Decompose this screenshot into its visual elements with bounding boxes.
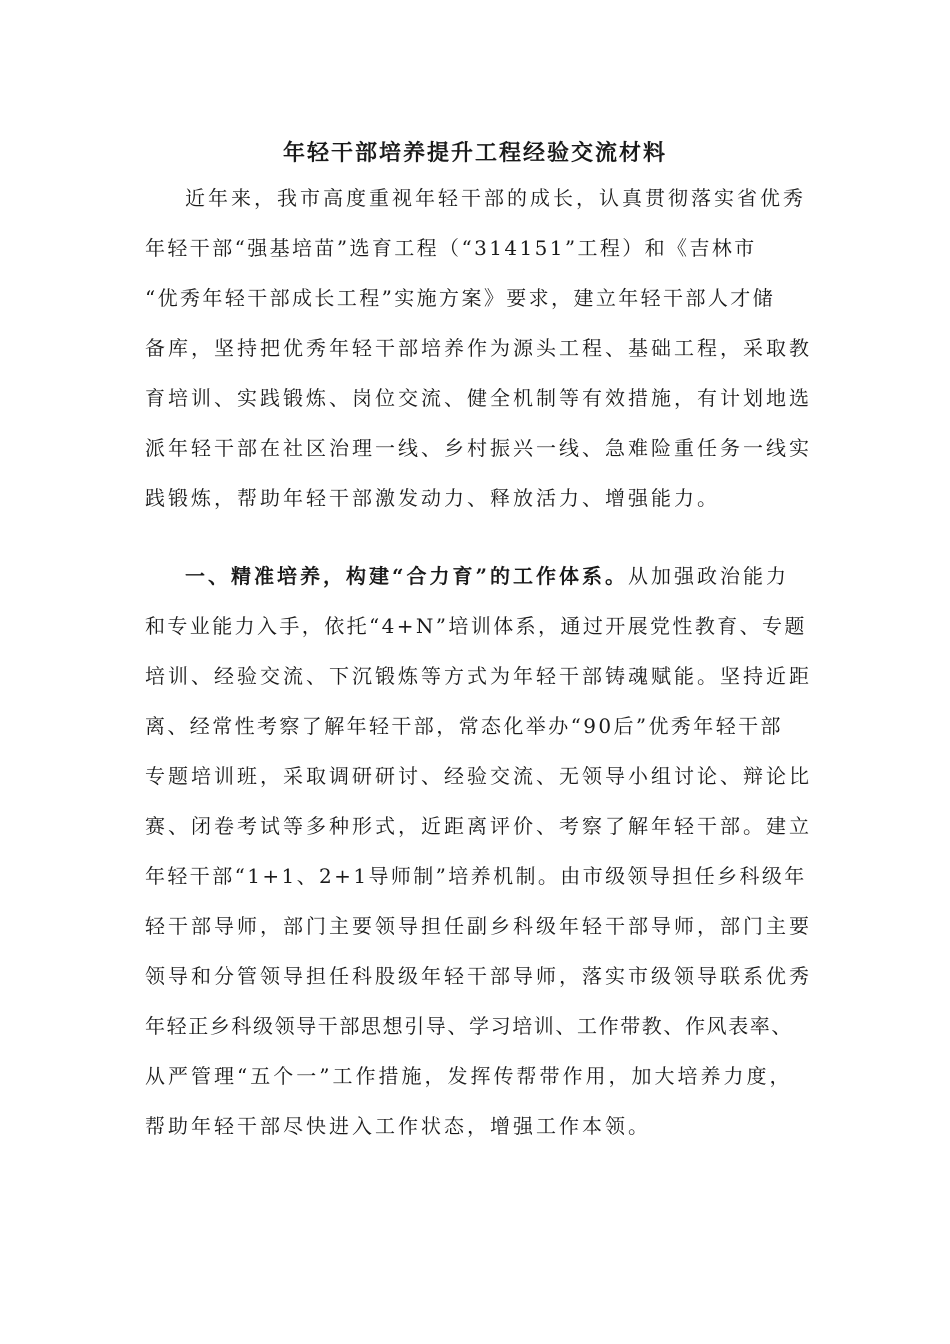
paragraph-line: 年轻干部“强基培苗”选育工程（“314151”工程）和《吉林市 (145, 236, 757, 260)
paragraph-line: 赛、闭卷考试等多种形式，近距离评价、考察了解年轻干部。建立 (145, 814, 812, 838)
paragraph-line: 轻干部导师，部门主要领导担任副乡科级年轻干部导师，部门主要 (145, 914, 812, 938)
paragraph-intro (145, 173, 830, 523)
paragraph-line: 培训、经验交流、下沉锻炼等方式为年轻干部铸魂赋能。坚持近距 (145, 664, 812, 688)
section-heading: 一、精准培养，构建“合力育”的工作体系。 (185, 564, 629, 588)
paragraph-line: 践锻炼，帮助年轻干部激发动力、释放活力、增强能力。 (145, 486, 720, 510)
document-title: 年轻干部培养提升工程经验交流材料 (282, 140, 667, 166)
paragraph-line: 从严管理“五个一”工作措施，发挥传帮带作用，加大培养力度， (145, 1064, 793, 1088)
paragraph-line: 专题培训班，采取调研研讨、经验交流、无领导小组讨论、辩论比 (145, 764, 812, 788)
paragraph-section-one (145, 551, 830, 1151)
paragraph-first-line (145, 551, 830, 601)
paragraph-line: 近年来，我市高度重视年轻干部的成长，认真贯彻落实省优秀 (185, 186, 806, 210)
paragraph-line: 派年轻干部在社区治理一线、乡村振兴一线、急难险重任务一线实 (145, 436, 812, 460)
paragraph-line: 备库，坚持把优秀年轻干部培养作为源头工程、基础工程，采取教 (145, 336, 812, 360)
paragraph-line: 年轻干部“1+1、2+1导师制”培养机制。由市级领导担任乡科级年 (145, 864, 807, 888)
paragraph-line: 离、经常性考察了解年轻干部，常态化举办“90后”优秀年轻干部 (145, 714, 783, 738)
paragraph-line: 领导和分管领导担任科股级年轻干部导师，落实市级领导联系优秀 (145, 964, 812, 988)
paragraph-line-rest: 从加强政治能力 (628, 564, 790, 588)
paragraph-line: 帮助年轻干部尽快进入工作状态，增强工作本领。 (145, 1114, 651, 1138)
paragraph-line: 和专业能力入手，依托“4+N”培训体系，通过开展党性教育、专题 (145, 614, 807, 638)
paragraph-line: 育培训、实践锻炼、岗位交流、健全机制等有效措施，有计划地选 (145, 386, 812, 410)
paragraph-line: 年轻正乡科级领导干部思想引导、学习培训、工作带教、作风表率、 (145, 1014, 793, 1038)
paragraph-line: “优秀年轻干部成长工程”实施方案》要求，建立年轻干部人才储 (145, 286, 776, 310)
